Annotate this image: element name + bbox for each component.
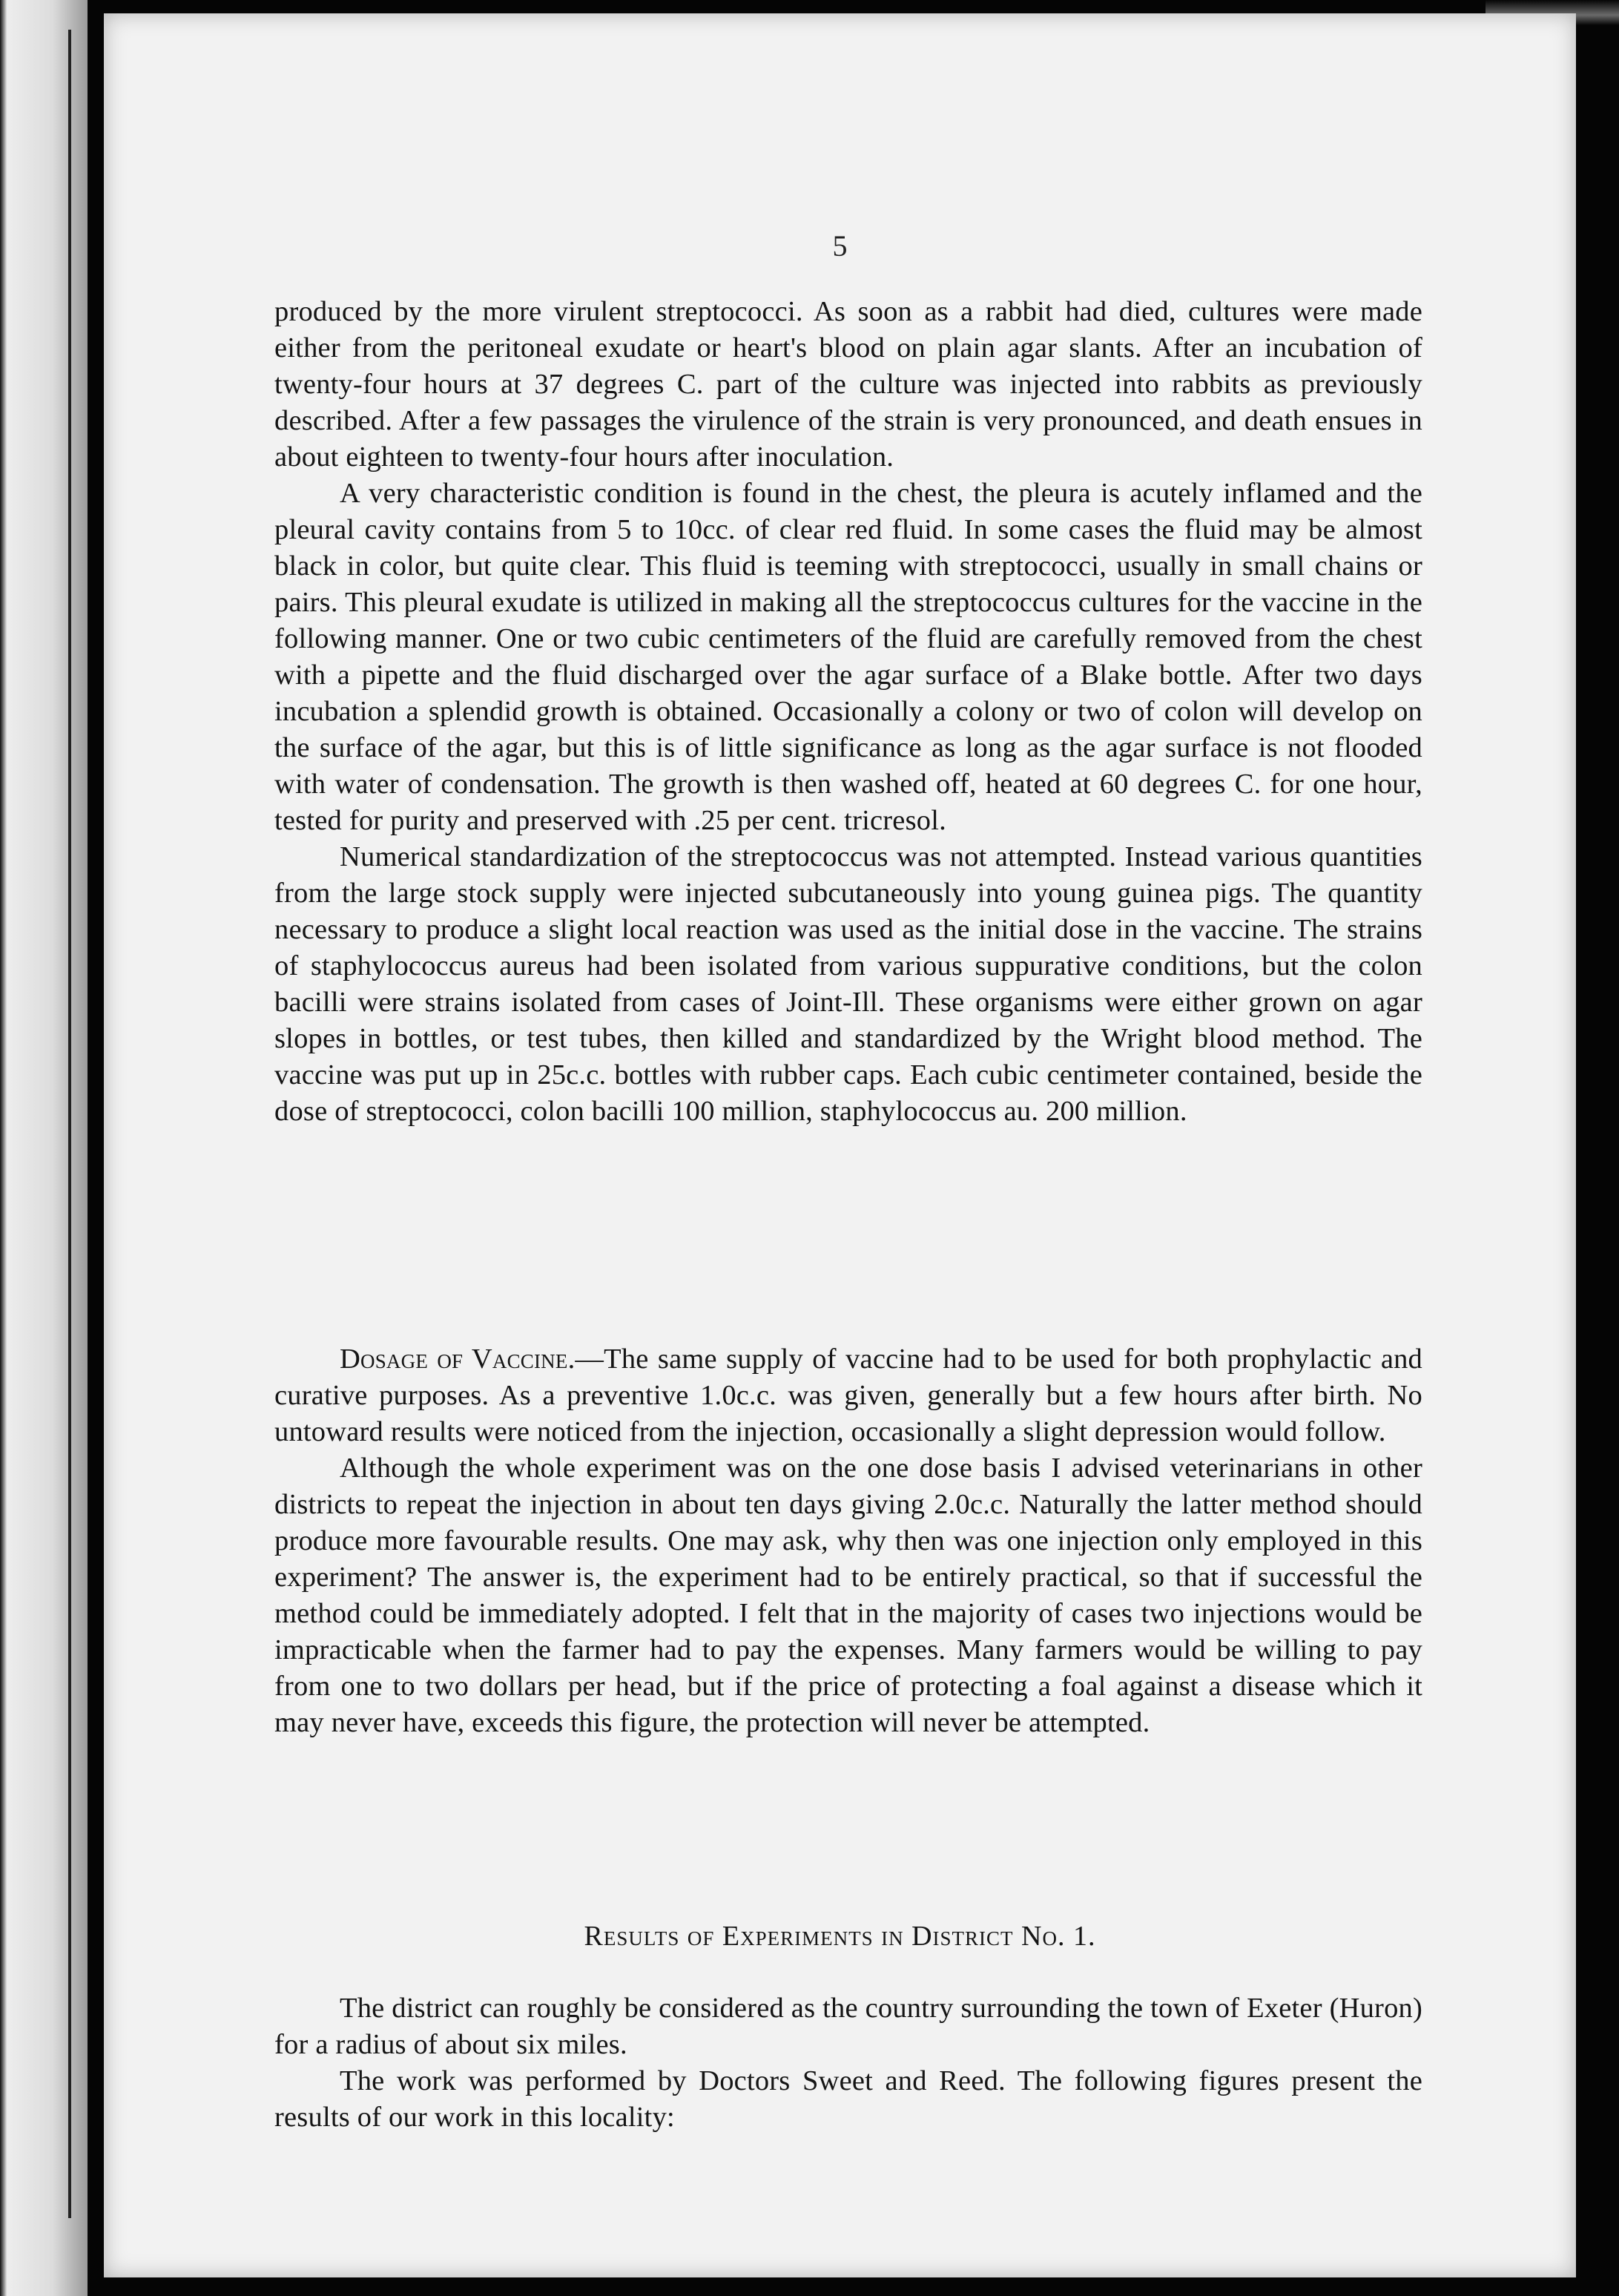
body-text-section-1 [274, 294, 1422, 1130]
scan-left-edge [0, 0, 88, 2296]
paragraph: produced by the more virulent streptococci. As soon as a rabbit had died, cultures were made either from the peritoneal exudate or heart's blood on plain agar slants. After an incubation of twenty-four hours at 37 degrees C. part of the culture was injected into rabbits as previously described. After a few passages the virulence of the strain is very pronounced, and death ensues in about eighteen to twenty-four hours after inoculation. [274, 296, 1422, 473]
dosage-heading: Dosage of Vaccine. [340, 1343, 576, 1375]
paragraph: The work was performed by Doctors Sweet and Reed. The following figures present the results of our work in this locality: [274, 2065, 1422, 2133]
paragraph: Although the whole experiment was on the one dose basis I advised veterinarians in other districts to repeat the injection in about ten days giving 2.0c.c. Naturally the latter method should produce more favourable results. One may ask, why then was one injection only employed in this experiment? The answer is, the experiment had to be entirely practical, so that if successful the method could be immediately adopted. I felt that in the majority of cases two injections would be impracticable when the farmer had to pay the expenses. Many farmers would be willing to pay from one to two dollars per head, but if the price of protecting a foal against a disease which it may never have, exceeds this figure, the protection will never be attempted. [274, 1453, 1422, 1738]
section-heading: Results of Experiments in District No. 1. [584, 1921, 1096, 1952]
dosage-text: —The same supply of vaccine had to be used for both prophylactic and curative purposes. As a preventive 1.0c.c. was given, generally but a few hours after birth. No untoward results were noticed from the injection, occasionally a slight depression would follow. [274, 1343, 1423, 1447]
paragraph: The district can roughly be considered as the country surrounding the town of Exeter (Huron) for a radius of about six miles. [274, 1993, 1422, 2060]
results-section [274, 1990, 1422, 2136]
page-number: 5 [832, 229, 848, 263]
paragraph [274, 1341, 1422, 1450]
dosage-section [274, 1341, 1422, 1741]
paragraph: A very characteristic condition is found in the chest, the pleura is acutely inflamed and the pleural cavity contains from 5 to 10cc. of clear red fluid. In some cases the fluid may be almost black in color, but quite clear. This fluid is teeming with streptococci, usually in small chains or pairs. This pleural exudate is utilized in making all the streptococcus cultures for the vaccine in the following manner. One or two cubic centimeters of the fluid are carefully removed from the chest with a pipette and the fluid discharged over the agar surface of a Blake bottle. After two days incubation a splendid growth is obtained. Occasionally a colony or two of colon will develop on the surface of the agar, but this is of little significance as long as the agar surface is not flooded with water of condensation. The growth is then washed off, heated at 60 degrees C. for one hour, tested for purity and preserved with .25 per cent. tricresol. [274, 478, 1422, 836]
document-page [104, 13, 1576, 2277]
paragraph: Numerical standardization of the streptococcus was not attempted. Instead various quantities from the large stock supply were injected subcutaneously into young guinea pigs. The quantity necessary to produce a slight local reaction was used as the initial dose in the vaccine. The strains of staphylococcus aureus had been isolated from various suppurative conditions, but the colon bacilli were strains isolated from cases of Joint-Ill. These organisms were either grown on agar slopes in bottles, or test tubes, then killed and standardized by the Wright blood method. The vaccine was put up in 25c.c. bottles with rubber caps. Each cubic centimeter contained, beside the dose of streptococci, colon bacilli 100 million, staphylococcus au. 200 million. [274, 841, 1422, 1127]
